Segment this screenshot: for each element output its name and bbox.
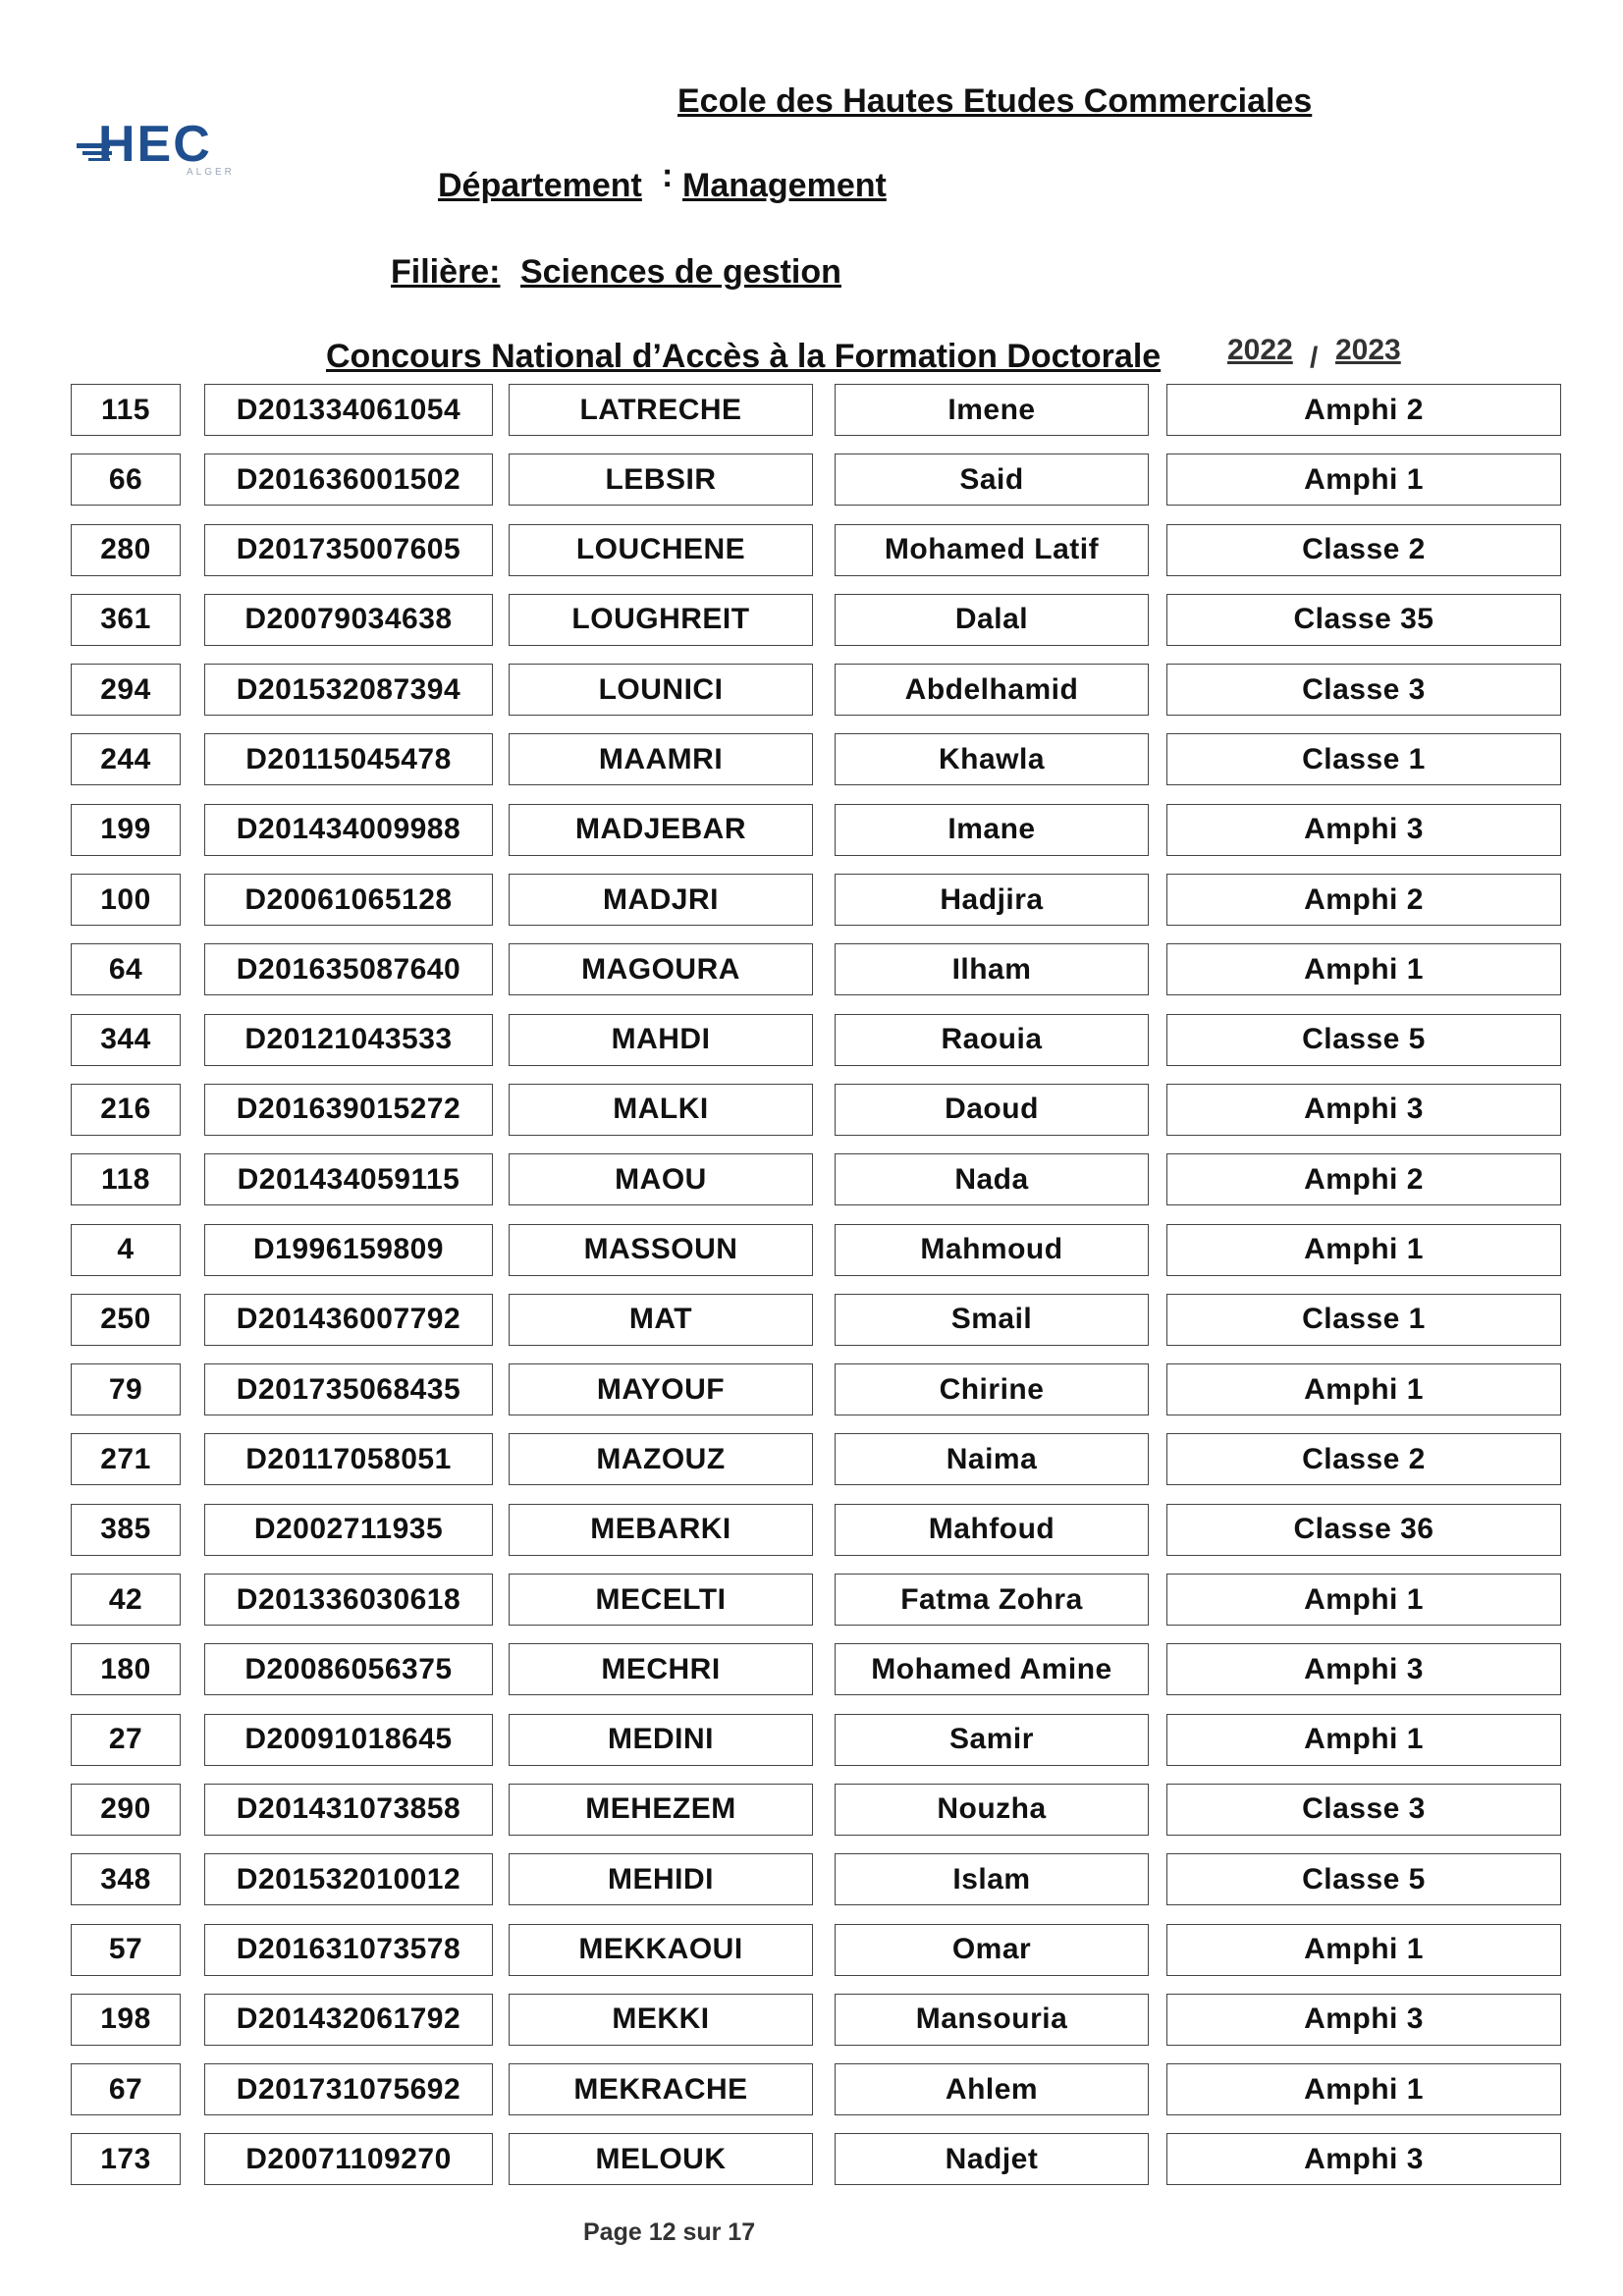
exam-room: Amphi 3 [1166,2133,1561,2185]
exam-title: Concours National d’Accès à la Formation Doctorale [326,338,1162,375]
first-name: Nadjet [835,2133,1149,2185]
candidate-number: 198 [71,1994,181,2046]
year-end: 2023 [1335,334,1401,366]
candidate-id: D201631073578 [204,1924,493,1976]
exam-room: Amphi 3 [1166,1084,1561,1136]
last-name: MAZOUZ [509,1433,813,1485]
candidate-id: D20121043533 [204,1014,493,1066]
candidate-number: 27 [71,1714,181,1766]
last-name: MEHIDI [509,1853,813,1905]
first-name: Ahlem [835,2063,1149,2115]
year-separator: / [1310,342,1319,374]
last-name: MEBARKI [509,1504,813,1556]
exam-room: Amphi 1 [1166,1924,1561,1976]
field-value: Sciences de gestion [520,253,841,291]
first-name: Khawla [835,733,1149,785]
candidate-id: D201735068435 [204,1363,493,1415]
candidate-id: D201635087640 [204,943,493,995]
first-name: Omar [835,1924,1149,1976]
candidate-id: D201434009988 [204,804,493,856]
last-name: MEKRACHE [509,2063,813,2115]
exam-room: Classe 2 [1166,1433,1561,1485]
first-name: Mansouria [835,1994,1149,2046]
candidate-number: 118 [71,1153,181,1205]
logo-subtext: ALGER [187,167,235,178]
candidate-id: D20117058051 [204,1433,493,1485]
last-name: LOUNICI [509,664,813,716]
last-name: MEHEZEM [509,1784,813,1836]
school-name: Ecole des Hautes Etudes Commerciales [677,82,1313,120]
candidate-id: D201334061054 [204,384,493,436]
candidate-id: D1996159809 [204,1224,493,1276]
candidate-id: D20115045478 [204,733,493,785]
candidate-id: D201639015272 [204,1084,493,1136]
last-name: LOUCHENE [509,524,813,576]
exam-room: Classe 3 [1166,664,1561,716]
candidate-id: D20079034638 [204,594,493,646]
candidate-number: 100 [71,874,181,926]
exam-room: Amphi 3 [1166,1643,1561,1695]
exam-room: Amphi 1 [1166,1224,1561,1276]
exam-room: Amphi 1 [1166,2063,1561,2115]
candidate-id: D201636001502 [204,454,493,506]
first-name: Chirine [835,1363,1149,1415]
exam-room: Amphi 3 [1166,1994,1561,2046]
year-start: 2022 [1227,334,1293,366]
first-name: Mahmoud [835,1224,1149,1276]
exam-room: Amphi 2 [1166,384,1561,436]
exam-room: Classe 5 [1166,1014,1561,1066]
department-label: Département [438,167,642,204]
candidate-id: D20071109270 [204,2133,493,2185]
candidate-number: 271 [71,1433,181,1485]
candidate-number: 361 [71,594,181,646]
last-name: MADJRI [509,874,813,926]
candidate-number: 4 [71,1224,181,1276]
first-name: Mahfoud [835,1504,1149,1556]
candidate-id: D201431073858 [204,1784,493,1836]
candidate-number: 115 [71,384,181,436]
candidate-id: D2002711935 [204,1504,493,1556]
exam-room: Classe 36 [1166,1504,1561,1556]
logo-text: HEC [98,116,212,173]
candidate-number: 244 [71,733,181,785]
first-name: Samir [835,1714,1149,1766]
candidate-number: 79 [71,1363,181,1415]
candidate-number: 385 [71,1504,181,1556]
first-name: Nouzha [835,1784,1149,1836]
last-name: MEDINI [509,1714,813,1766]
candidate-id: D201731075692 [204,2063,493,2115]
candidate-number: 42 [71,1574,181,1626]
candidate-id: D20061065128 [204,874,493,926]
exam-room: Amphi 1 [1166,454,1561,506]
last-name: MAOU [509,1153,813,1205]
candidate-number: 344 [71,1014,181,1066]
last-name: MEKKAOUI [509,1924,813,1976]
last-name: LATRECHE [509,384,813,436]
last-name: MAHDI [509,1014,813,1066]
last-name: MAYOUF [509,1363,813,1415]
first-name: Naima [835,1433,1149,1485]
exam-room: Classe 1 [1166,1294,1561,1346]
last-name: LOUGHREIT [509,594,813,646]
hec-logo [77,116,263,179]
first-name: Hadjira [835,874,1149,926]
first-name: Raouia [835,1014,1149,1066]
candidate-number: 173 [71,2133,181,2185]
first-name: Abdelhamid [835,664,1149,716]
last-name: MALKI [509,1084,813,1136]
last-name: MECELTI [509,1574,813,1626]
candidate-number: 280 [71,524,181,576]
last-name: MADJEBAR [509,804,813,856]
first-name: Ilham [835,943,1149,995]
candidate-id: D201434059115 [204,1153,493,1205]
candidate-id: D201336030618 [204,1574,493,1626]
field-label: Filière: [391,253,501,291]
exam-room: Amphi 1 [1166,1714,1561,1766]
first-name: Imane [835,804,1149,856]
candidate-number: 57 [71,1924,181,1976]
exam-room: Amphi 1 [1166,1363,1561,1415]
last-name: MAT [509,1294,813,1346]
candidate-number: 199 [71,804,181,856]
candidate-id: D20091018645 [204,1714,493,1766]
exam-room: Classe 1 [1166,733,1561,785]
exam-room: Classe 2 [1166,524,1561,576]
exam-room: Classe 5 [1166,1853,1561,1905]
last-name: MELOUK [509,2133,813,2185]
first-name: Mohamed Latif [835,524,1149,576]
first-name: Said [835,454,1149,506]
candidate-number: 290 [71,1784,181,1836]
exam-room: Amphi 3 [1166,804,1561,856]
candidate-number: 250 [71,1294,181,1346]
last-name: MAGOURA [509,943,813,995]
exam-room: Classe 35 [1166,594,1561,646]
page-number: Page 12 sur 17 [583,2218,756,2246]
first-name: Dalal [835,594,1149,646]
first-name: Mohamed Amine [835,1643,1149,1695]
first-name: Fatma Zohra [835,1574,1149,1626]
department-colon: : [662,157,674,194]
last-name: MASSOUN [509,1224,813,1276]
candidate-number: 64 [71,943,181,995]
candidate-id: D201532087394 [204,664,493,716]
candidate-number: 180 [71,1643,181,1695]
exam-room: Amphi 2 [1166,874,1561,926]
last-name: MAAMRI [509,733,813,785]
candidate-id: D201735007605 [204,524,493,576]
candidate-id: D201432061792 [204,1994,493,2046]
department-value: Management [682,167,887,204]
last-name: MEKKI [509,1994,813,2046]
first-name: Imene [835,384,1149,436]
exam-room: Amphi 2 [1166,1153,1561,1205]
last-name: MECHRI [509,1643,813,1695]
candidate-number: 67 [71,2063,181,2115]
last-name: LEBSIR [509,454,813,506]
candidate-number: 216 [71,1084,181,1136]
exam-room: Amphi 1 [1166,943,1561,995]
candidate-number: 294 [71,664,181,716]
exam-room: Amphi 1 [1166,1574,1561,1626]
first-name: Smail [835,1294,1149,1346]
candidate-id: D20086056375 [204,1643,493,1695]
candidate-id: D201436007792 [204,1294,493,1346]
candidate-number: 348 [71,1853,181,1905]
exam-room: Classe 3 [1166,1784,1561,1836]
first-name: Daoud [835,1084,1149,1136]
candidate-number: 66 [71,454,181,506]
first-name: Nada [835,1153,1149,1205]
first-name: Islam [835,1853,1149,1905]
candidate-id: D201532010012 [204,1853,493,1905]
